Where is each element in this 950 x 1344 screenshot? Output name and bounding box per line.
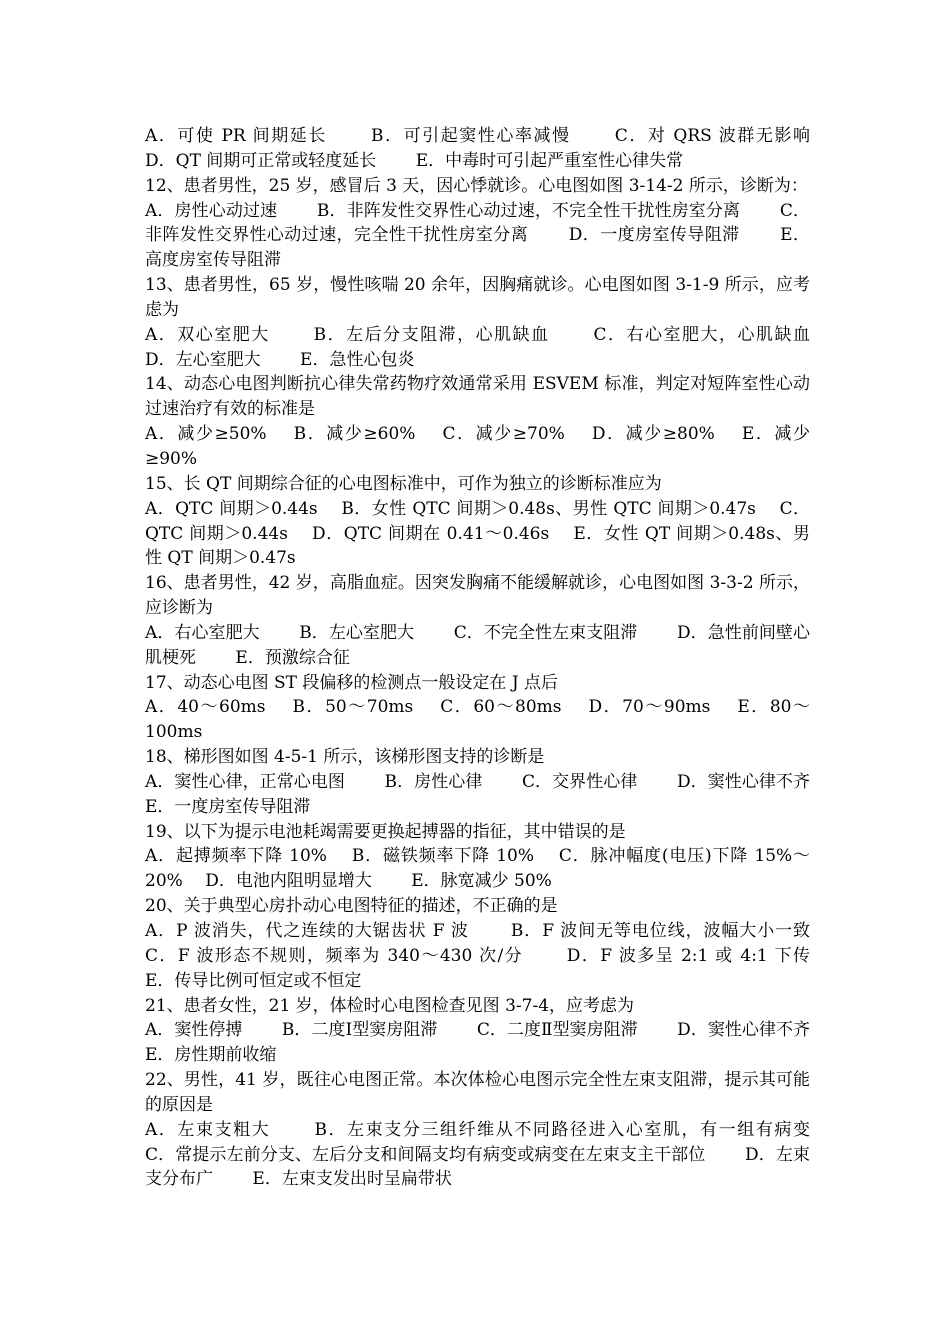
- answer-options-14: A．减少≥50% B．减少≥60% C．减少≥70% D．减少≥80% E．减少≥90%: [145, 424, 810, 469]
- question-15: 15、长 QT 间期综合征的心电图标准中，可作为独立的诊断标准应为: [145, 473, 662, 494]
- question-14: 14、动态心电图判断抗心律失常药物疗效通常采用 ESVEM 标准，判定对短阵室性心动过速治疗有效的标准是: [145, 374, 810, 420]
- answer-options-21: A．窦性停搏 B．二度Ⅰ型窦房阻滞 C．二度Ⅱ型窦房阻滞 D．窦性心律不齐 E．房性期前收缩: [145, 1020, 833, 1066]
- question-17: 17、动态心电图 ST 段偏移的检测点一般设定在 J 点后: [145, 672, 559, 693]
- question-12: 12、患者男性，25 岁，感冒后 3 天，因心悸就诊。心电图如图 3-14-2 所示，诊断为：: [145, 175, 808, 196]
- question-19: 19、以下为提示电池耗竭需要更换起搏器的指征，其中错误的是: [145, 821, 626, 842]
- answer-options-22: A．左束支粗大 B．左束支分三组纤维从不同路径进入心室肌，有一组有病变 C．常提示左前分支、左后分支和间隔支均有病变或病变在左束支主干部位 D．左束支分布广 E．左束支发出时呈扁带状: [145, 1119, 850, 1190]
- answer-options-11: A．可使 PR 间期延长 B．可引起窦性心率减慢 C．对 QRS 波群无影响 D．QT 间期可正常或轻度延长 E．中毒时可引起严重室性心律失常: [145, 126, 850, 171]
- answer-options-15: A．QTC 间期＞0.44s B．女性 QTC 间期＞0.48s、男性 QTC 间期＞0.47s C．QTC 间期＞0.44s D．QTC 间期在 0.41～0.46s E．女性 QT 间期＞0.48s、男性 QT 间期＞0.47s: [145, 498, 810, 569]
- question-16: 16、患者男性，42 岁，高脂血症。因突发胸痛不能缓解就诊，心电图如图 3-3-2 所示，应诊断为: [145, 573, 810, 619]
- answer-options-18: A．窦性心律，正常心电图 B．房性心律 C．交界性心律 D．窦性心律不齐 E．一度房室传导阻滞: [145, 771, 850, 817]
- answer-options-16: A．右心室肥大 B．左心室肥大 C．不完全性左束支阻滞 D．急性前间壁心肌梗死 E．预激综合征: [145, 622, 810, 668]
- answer-options-19: A．起搏频率下降 10% B．磁铁频率下降 10% C．脉冲幅度(电压)下降 15%～20% D．电池内阻明显增大 E．脉宽减少 50%: [145, 846, 810, 892]
- answer-options-12: A．房性心动过速 B．非阵发性交界性心动过速，不完全性干扰性房室分离 C．非阵发性交界性心动过速，完全性干扰性房室分离 D．一度房室传导阻滞 E．高度房室传导阻滞: [145, 200, 810, 271]
- answer-options-13: A．双心室肥大 B．左后分支阻滞，心肌缺血 C．右心室肥大，心肌缺血 D．左心室肥大 E．急性心包炎: [145, 324, 850, 370]
- answer-options-20: A．P 波消失，代之连续的大锯齿状 F 波 B．F 波间无等电位线，波幅大小一致 C．F 波形态不规则，频率为 340～430 次/分 D．F 波多呈 2:1 或 4:1 下传 E．传导比例可恒定或不恒定: [145, 921, 850, 991]
- question-20: 20、关于典型心房扑动心电图特征的描述，不正确的是: [145, 896, 558, 917]
- question-21: 21、患者女性，21 岁，体检时心电图检查见图 3-7-4，应考虑为: [145, 995, 635, 1016]
- document-page: [145, 124, 850, 1192]
- question-22: 22、男性，41 岁，既往心电图正常。本次体检心电图示完全性左束支阻滞，提示其可能的原因是: [145, 1070, 810, 1115]
- question-18: 18、梯形图如图 4-5-1 所示，该梯形图支持的诊断是: [145, 747, 545, 768]
- question-13: 13、患者男性，65 岁，慢性咳喘 20 余年，因胸痛就诊。心电图如图 3-1-9 所示，应考虑为: [145, 275, 810, 320]
- answer-options-17: A．40～60ms B．50～70ms C．60～80ms D．70～90ms E．80～100ms: [145, 697, 810, 743]
